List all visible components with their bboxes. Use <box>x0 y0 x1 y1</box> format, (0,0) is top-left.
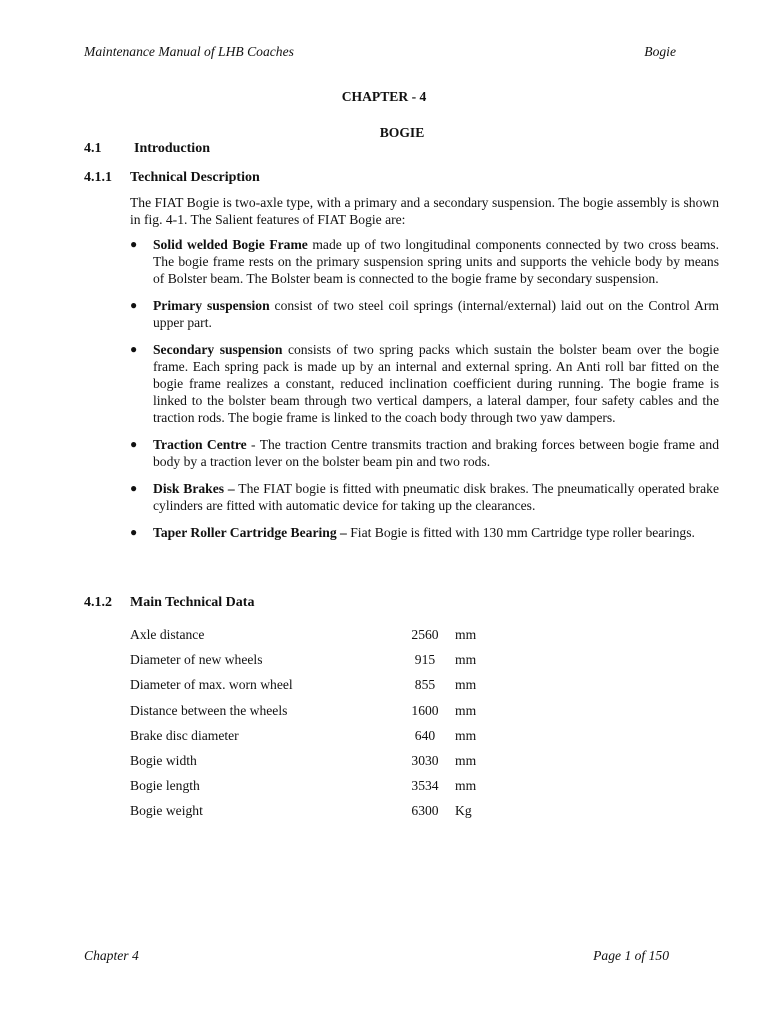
section-heading-technical-description <box>84 169 260 186</box>
data-value: 6300 <box>411 803 439 819</box>
data-label: Diameter of new wheels <box>130 652 263 668</box>
header-manual-title: Maintenance Manual of LHB Coaches <box>84 44 294 59</box>
list-item <box>130 436 719 470</box>
table-row <box>130 702 495 727</box>
chapter-title: CHAPTER - 4 <box>341 89 427 104</box>
data-value: 1600 <box>411 702 439 718</box>
section-title: Introduction <box>134 141 210 156</box>
data-value: 2560 <box>411 627 439 642</box>
data-value: 3534 <box>411 778 439 794</box>
list-item <box>130 524 719 541</box>
section-heading-main-technical-data <box>84 594 254 611</box>
bullet-icon: ● <box>130 437 138 451</box>
table-row <box>130 676 495 701</box>
table-row <box>130 626 495 651</box>
list-item <box>130 297 719 331</box>
feature-text: The FIAT bogie is fitted with pneumatic disk brakes. The pneumatically operated brake cylinders are fitted with automatic device for taking up the clearances. <box>153 481 719 513</box>
data-label: Bogie length <box>130 778 200 794</box>
section-title: Technical Description <box>130 170 260 185</box>
feature-text: Fiat Bogie is fitted with 130 mm Cartridge type roller bearings. <box>346 525 695 540</box>
section-number: 4.1 <box>84 141 102 156</box>
list-item <box>130 341 719 426</box>
data-label: Distance between the wheels <box>130 702 288 718</box>
header-section-name: Bogie <box>644 44 676 59</box>
bullet-icon: ● <box>130 525 138 539</box>
features-list <box>130 236 719 551</box>
feature-term: Primary suspension <box>153 298 270 313</box>
feature-text: made up of two longitudinal components connected by two cross beams. The bogie frame rests on the primary suspension spring units and supports the vehicle body by means of Bolster beam. The Bolster beam is connected to the bogie frame by secondary suspension. <box>153 237 719 286</box>
data-unit: mm <box>455 727 477 743</box>
table-row <box>130 802 495 827</box>
table-row <box>130 651 495 676</box>
data-value: 3030 <box>411 752 439 768</box>
data-value: 915 <box>414 652 436 668</box>
section-title: Main Technical Data <box>130 595 255 610</box>
data-label: Diameter of max. worn wheel <box>130 677 293 693</box>
data-label: Axle distance <box>130 627 205 642</box>
data-unit: mm <box>455 752 477 768</box>
feature-term: Solid welded Bogie Frame <box>153 237 308 252</box>
data-unit: mm <box>455 652 477 668</box>
data-unit: Kg <box>455 803 472 819</box>
technical-data-table <box>130 626 495 828</box>
table-row <box>130 752 495 777</box>
chapter-name: BOGIE <box>379 125 425 140</box>
data-value: 640 <box>414 727 436 743</box>
footer-chapter: Chapter 4 <box>84 948 139 963</box>
feature-term: Secondary suspension <box>153 342 283 357</box>
data-value: 855 <box>414 677 436 693</box>
bullet-icon: ● <box>130 237 138 251</box>
feature-term: Taper Roller Cartridge Bearing – <box>153 525 347 540</box>
data-unit: mm <box>455 627 477 642</box>
feature-term: Disk Brakes – <box>153 481 235 496</box>
feature-text: consists of two spring packs which sustain the bolster beam over the bogie frame. Each spring pack is made up by an internal and external spring. An Anti roll bar fitted on the bogie frame realizes a constant, reduced inclination coefficient during running. The bogie frame is linked to the bolster beam through two vertical dampers, a lateral damper, four safety cables and the traction rods. The bogie frame is linked to the coach body through two yaw dampers. <box>153 342 719 425</box>
feature-text: - The traction Centre transmits traction and braking forces between bogie frame and body by a traction lever on the bolster beam pin and two rods. <box>153 437 719 469</box>
bullet-icon: ● <box>130 342 138 356</box>
table-row <box>130 727 495 752</box>
data-label: Bogie width <box>130 752 197 768</box>
footer-page-number: Page 1 of 150 <box>593 948 669 963</box>
data-unit: mm <box>455 702 477 718</box>
data-unit: mm <box>455 677 477 693</box>
bullet-icon: ● <box>130 481 138 495</box>
running-footer <box>84 947 669 964</box>
running-header <box>84 43 676 60</box>
list-item <box>130 480 719 514</box>
data-label: Brake disc diameter <box>130 727 239 743</box>
section-number: 4.1.2 <box>84 595 112 610</box>
data-unit: mm <box>455 778 477 794</box>
data-label: Bogie weight <box>130 803 203 819</box>
table-row <box>130 777 495 802</box>
intro-paragraph: The FIAT Bogie is two-axle type, with a primary and a secondary suspension. The bogie assembly is shown in fig. 4-1. The Salient features of FIAT Bogie are: <box>130 195 719 227</box>
feature-term: Traction Centre <box>153 437 247 452</box>
section-number: 4.1.1 <box>84 170 112 185</box>
bullet-icon: ● <box>130 298 138 312</box>
list-item <box>130 236 719 287</box>
feature-text: consist of two steel coil springs (internal/external) laid out on the Control Arm upper part. <box>153 298 719 330</box>
section-heading-introduction <box>84 140 210 157</box>
